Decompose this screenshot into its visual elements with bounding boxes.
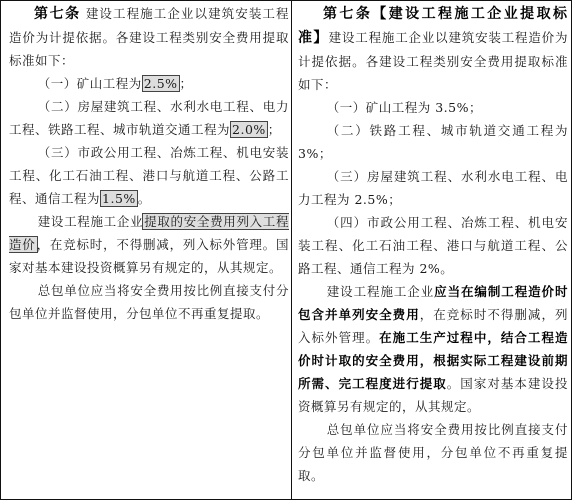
left-item-1 [9, 72, 289, 95]
right-item-3: （三）房屋建筑工程、水利水电工程、电力工程为 2.5%； [298, 169, 568, 207]
left-item-1-end: ； [179, 76, 193, 91]
left-item-3 [9, 141, 289, 210]
right-item-2: （二）铁路工程、城市轨道交通工程为 3%； [298, 123, 568, 161]
right-article-intro [298, 2, 568, 96]
left-paragraph-subcontract: 总包单位应当将安全费用按比例直接支付分包单位并监督使用，分包单位不再重复提取。 [9, 283, 289, 321]
left-item-3-end: 。 [137, 191, 151, 206]
right-intro-text: 建设工程施工企业以建筑安装工程造价为计提依据。各建设工程类别安全费用提取标准如下： [298, 30, 568, 92]
left-item-3-text: （三）市政公用工程、冶炼工程、机电安装工程、化工石油工程、港口与航道工程、公路工程、通信工程为 [9, 145, 289, 206]
left-paragraph-cost [9, 210, 289, 279]
left-column-original-text [9, 1, 289, 325]
left-article-label: 第七条 [34, 6, 81, 22]
left-item-2-text: （二）房屋建筑工程、水利水电工程、电力工程、铁路工程、城市轨道交通工程为 [9, 99, 289, 137]
left-item-1-text: （一）矿山工程为 [37, 76, 142, 91]
left-para-start: 建设工程施工企业 [37, 214, 144, 229]
left-article-intro [9, 2, 289, 72]
left-item-2-rate: 2.0% [232, 122, 266, 137]
right-item-1: （一）矿山工程为 3.5%； [326, 100, 482, 115]
right-item-4: （四）市政公用工程、冶炼工程、机电安装工程、化工石油工程、港口与航道工程、公路工程、通信工程为 2%。 [298, 215, 568, 276]
right-para-end: 。国家对基本建设投资概算另有规定的，从其规定。 [298, 376, 568, 414]
column-divider [291, 1, 292, 499]
right-para-middle: ，在竞标时不得删减，列入标外管理。 [298, 307, 568, 345]
right-paragraph-cost [298, 280, 568, 418]
left-item-3-rate: 1.5% [102, 191, 136, 206]
right-bold-clause-1: 应当在编制工程造价时包含并单列安全费用 [298, 284, 568, 322]
left-para-rest: ，在竞标时，不得删减，列入标外管理。国家对基本建设投资概算另有规定的，从其规定。 [9, 237, 289, 275]
right-bold-clause-2: 在施工生产过程中，结合工程造价时计取的安全费用，根据实际工程建设前期所需、完工程度进行提取 [298, 330, 568, 391]
right-paragraph-subcontract: 总包单位应当将安全费用按比例直接支付分包单位并监督使用，分包单位不再重复提取。 [298, 422, 568, 483]
left-item-2-end: ； [267, 122, 281, 137]
left-item-1-rate: 2.5% [143, 76, 178, 91]
right-column-revised-text [298, 1, 568, 487]
left-item-2 [9, 95, 289, 141]
right-para-start: 建设工程施工企业 [326, 284, 435, 299]
right-article-label: 第七条 [323, 6, 373, 22]
left-intro-text: 建设工程施工企业以建筑安装工程造价为计提依据。各建设工程类别安全费用提取标准如下： [9, 6, 289, 68]
right-article-title: 【建设工程施工企业提取标准】 [298, 6, 569, 46]
left-highlighted-clause: 提取的安全费用列入工程造价 [9, 214, 289, 252]
